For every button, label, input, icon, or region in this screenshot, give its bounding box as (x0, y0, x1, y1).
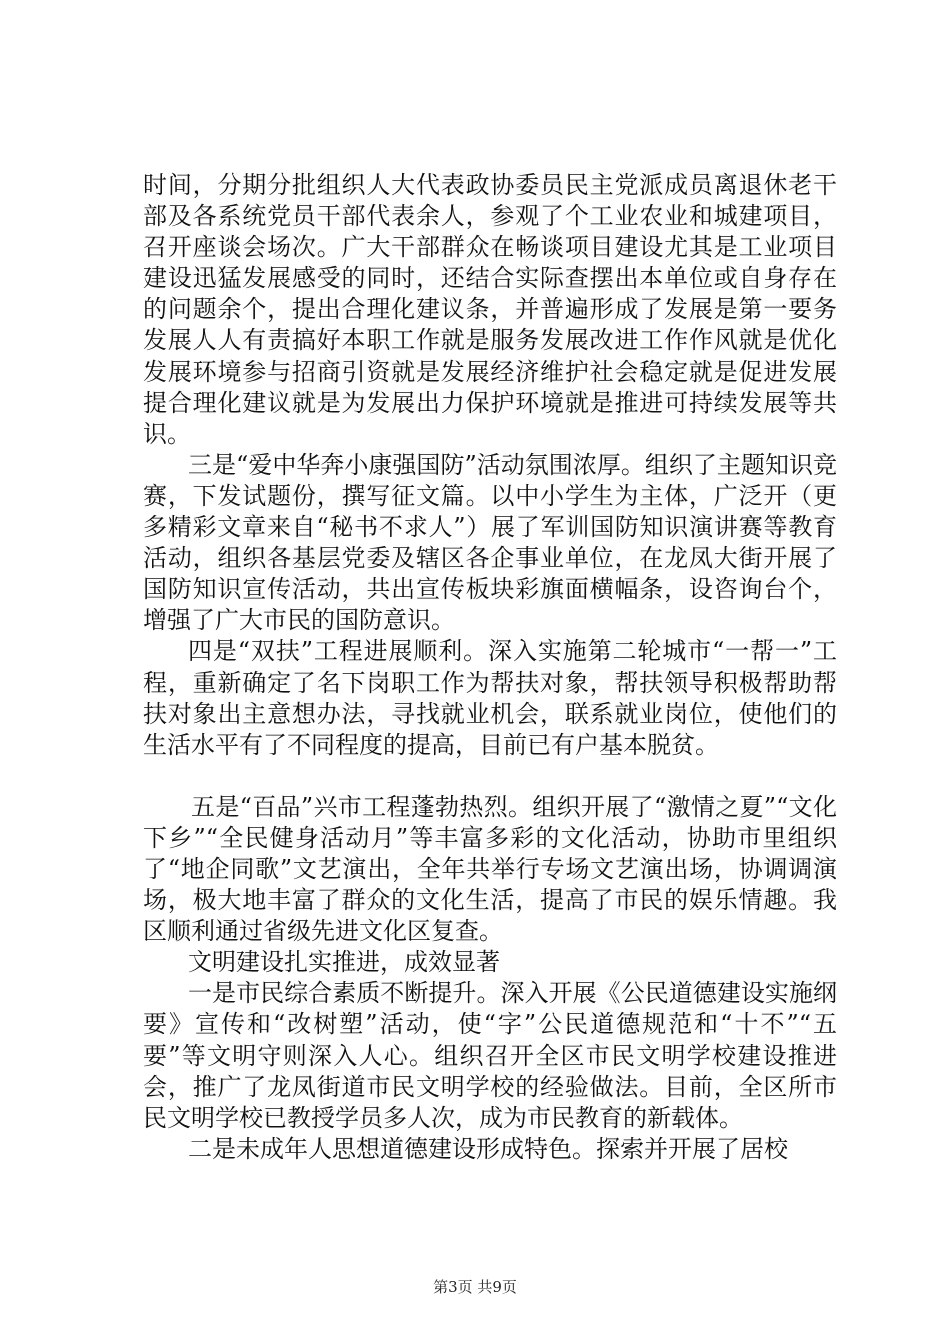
paragraph-continuation: 时间，分期分批组织人大代表政协委员民主党派成员离退休老干部及各系统党员干部代表余人，参观了个工业农业和城建项目，召开座谈会场次。广大干部群众在畅谈项目建设尤其是工业项目建设迅猛发展感受的同时，还结合实际查摆出本单位或自身存在的问题余个，提出合理化建议条，并普遍形成了发展是第一要务发展人人有责搞好本职工作就是服务发展改进工作作风就是优化发展环境参与招商引资就是发展经济维护社会稳定就是促进发展提合理化建议就是为发展出力保护环境就是推进可持续发展等共识。 (143, 171, 837, 448)
paragraph-item-four: 四是“双扶”工程进展顺利。深入实施第二轮城市“一帮一”工程，重新确定了名下岗职工作为帮扶对象，帮扶领导积极帮助帮扶对象出主意想办法，寻找就业机会，联系就业岗位，使他们的生活水平有了不同程度的提高，目前已有户基本脱贫。 (143, 637, 837, 759)
page-footer (0, 1277, 950, 1297)
paragraph-item-five: 五是“百品”兴市工程蓬勃热烈。组织开展了“激情之夏”“文化下乡”“全民健身活动月”等丰富多彩的文化活动，协助市里组织了“地企同歌”文艺演出，全年共举行专场文艺演出场，协调调演场，极大地丰富了群众的文化生活，提高了市民的娱乐情趣。我区顺利通过省级先进文化区复查。 (143, 792, 837, 946)
paragraph-item-three: 三是“爱中华奔小康强国防”活动氛围浓厚。组织了主题知识竞赛，下发试题份，撰写征文篇。以中小学生为主体，广泛开（更多精彩文章来自“秘书不求人”）展了军训国防知识演讲赛等教育活动，组织各基层党委及辖区各企事业单位，在龙凤大街开展了国防知识宣传活动，共出宣传板块彩旗面横幅条，设咨询台个，增强了广大市民的国防意识。 (143, 450, 837, 635)
paragraph-item-two: 二是未成年人思想道德建设形成特色。探索并开展了居校 (188, 1134, 788, 1163)
page-number: 第3页 共9页 (433, 1278, 517, 1296)
section-heading: 文明建设扎实推进，成效显著 (188, 948, 500, 977)
paragraph-item-one: 一是市民综合素质不断提升。深入开展《公民道德建设实施纲要》宣传和“改树塑”活动，使“字”公民道德规范和“十不”“五要”等文明守则深入人心。组织召开全区市民文明学校建设推进会，推广了龙凤街道市民文明学校的经验做法。目前，全区所市民文明学校已教授学员多人次，成为市民教育的新载体。 (143, 979, 837, 1132)
body-text (143, 170, 837, 1165)
